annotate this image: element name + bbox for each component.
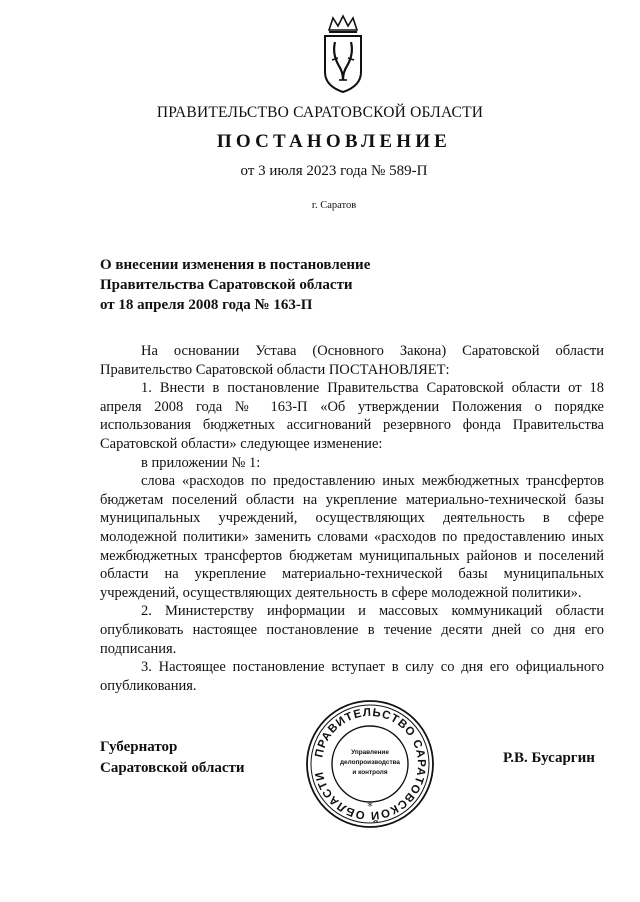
signatory-name: Р.В. Бусаргин [503,750,595,766]
document-type: ПОСТАНОВЛЕНИЕ [216,131,452,152]
document-body [100,342,604,695]
body-paragraph: 3. Настоящее постановление вступает в силу со дня его официального опубликования. [100,659,604,694]
body-paragraph: 2. Министерству информации и массовых коммуникаций области опубликовать настоящее постановление в течение десяти дней со дня его подписания. [100,603,604,657]
document-date-number: от 3 июля 2023 года № 589-П [240,163,428,179]
subject-line: О внесении изменения в постановление [100,257,371,273]
seal-inner-text: Управление [351,749,389,756]
coat-of-arms-icon [321,14,365,96]
official-seal [304,698,436,830]
body-paragraph: слова «расходов по предоставлению иных межбюджетных трансфертов бюджетам поселений области на укрепление материально-технической базы муниципальных учреждений, осуществляющих деятельность в сфере молодежной политики» заменить словами «расходов по предоставлению иных межбюджетных трансфертов бюджетам муниципальных районов и поселений области на укрепление материально-технической базы муниципальных учреждений, осуществляющих деятельность в сфере молодежной политики». [100,473,604,601]
subject-line: Правительства Саратовской области [100,277,353,293]
seal-inner-text: делопроизводства [340,759,400,766]
seal-inner-text: и контроля [352,769,388,776]
document-subject [100,255,370,315]
signatory-title [100,737,245,779]
seal-star-icon: * [367,800,373,813]
signatory-title-line: Губернатор [100,739,178,755]
subject-line: от 18 апреля 2008 года № 163-П [100,297,313,313]
body-paragraph: в приложении № 1: [141,454,261,471]
document-city: г. Саратов [311,200,357,211]
signatory-title-line: Саратовской области [100,760,245,776]
body-paragraph: 1. Внести в постановление Правительства Саратовской области от 18 апреля 2008 года № 163-П «Об утверждении Положения о порядке использования бюджетных ассигнований резервного фонда Правительства Саратовской области» следующее изменение: [100,380,604,452]
organization-name: ПРАВИТЕЛЬСТВО САРАТОВСКОЙ ОБЛАСТИ [156,104,484,121]
body-paragraph: На основании Устава (Основного Закона) Саратовской области Правительство Саратовской области ПОСТАНОВЛЯЕТ: [100,343,604,378]
seal-ring-text: ПРАВИТЕЛЬСТВО САРАТОВСКОЙ ОБЛАСТИ [313,706,428,822]
